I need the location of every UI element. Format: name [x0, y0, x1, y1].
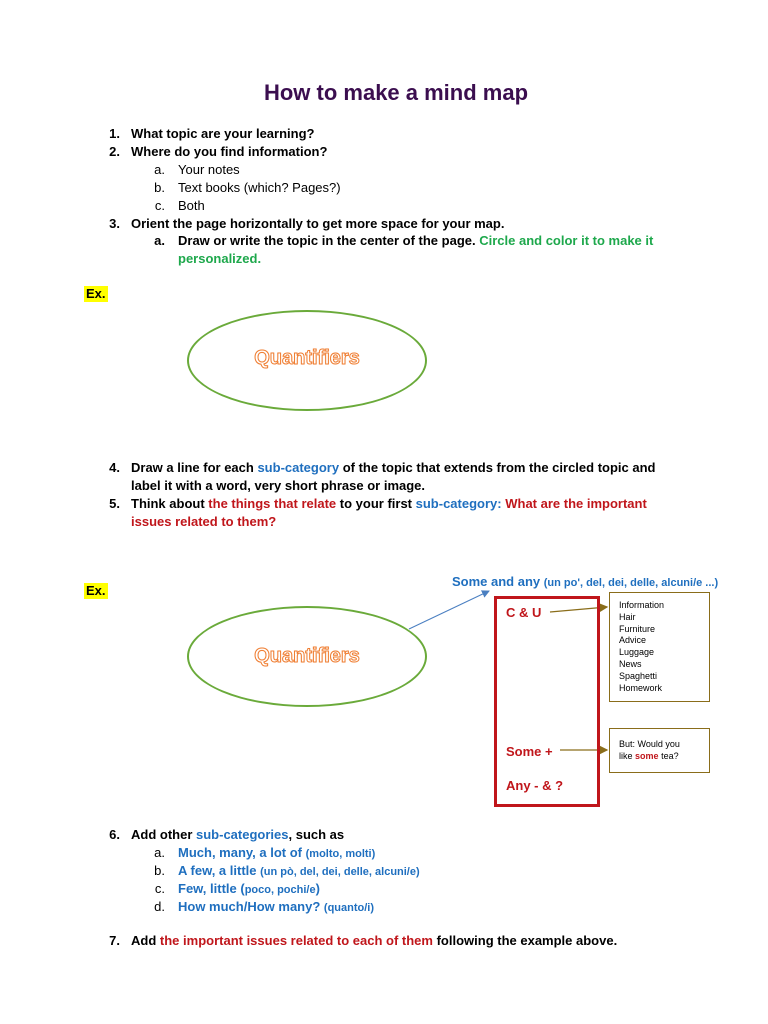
step-3-text: Orient the page horizontally to get more space for your map. — [131, 216, 505, 231]
page-title: How to make a mind map — [263, 80, 529, 105]
step-6-subcategories: sub-categories — [196, 827, 289, 842]
step-2a-letter: a. — [154, 162, 165, 177]
step-5-text: Think about — [131, 496, 205, 511]
step-2c-letter: c. — [154, 198, 165, 213]
step-6c-translation: poco, pochi/e — [244, 884, 316, 896]
step-4-number: 4. — [109, 460, 120, 475]
list-item: Furniture — [619, 623, 656, 634]
list-item: Luggage — [619, 647, 655, 658]
step-2a-text: Your notes — [178, 162, 240, 177]
step-2c-text: Both — [178, 198, 205, 213]
example-label: Ex. — [86, 286, 106, 301]
step-1-number: 1. — [109, 126, 120, 141]
subcategory-translation: (un po', del, dei, delle, alcuni/e ...) — [543, 577, 719, 589]
step-5-subcategory: sub-category: — [415, 496, 502, 511]
step-7-text: Add — [131, 933, 157, 948]
step-6-text-end: , such as — [288, 827, 345, 842]
list-item: Homework — [619, 682, 663, 693]
step-6-text: Add other — [131, 827, 193, 842]
step-6b-letter: b. — [154, 863, 165, 878]
step-7-red-text: the important issues related to each of them — [159, 933, 433, 948]
step-3a-text: Draw or write the topic in the center of the page. — [178, 233, 476, 248]
step-3a-green-continued: personalized. — [178, 251, 262, 266]
uncountables-list — [619, 600, 664, 694]
step-3-number: 3. — [109, 216, 120, 231]
note-text — [619, 739, 680, 763]
subcategory-arrow — [409, 591, 489, 629]
step-3a-letter: a. — [154, 233, 165, 248]
step-1-text: What topic are your learning? — [131, 126, 315, 141]
step-6c-letter: c. — [154, 881, 165, 896]
list-item: Advice — [619, 635, 647, 646]
step-5-question-continued: issues related to them? — [131, 514, 277, 529]
step-6d-translation: (quanto/i) — [323, 902, 375, 914]
example-label-2: Ex. — [86, 583, 106, 598]
step-2b-text: Text books (which? Pages?) — [178, 180, 341, 195]
step-6a-text: Much, many, a lot of — [178, 845, 302, 860]
step-5-text-continued: to your first — [339, 496, 413, 511]
step-6d-text: How much/How many? — [178, 899, 321, 914]
step-7-number: 7. — [109, 933, 120, 948]
note-line-2-end: tea? — [661, 750, 679, 761]
step-3a-green-text: Circle and color it to make it — [479, 233, 654, 248]
list-item: Spaghetti — [619, 670, 658, 681]
step-6a-letter: a. — [154, 845, 165, 860]
step-4-subcategory: sub-category — [257, 460, 340, 475]
any-label: Any - & ? — [506, 778, 564, 793]
note-line-2: like — [619, 750, 633, 761]
topic-label-2: Quantifiers — [254, 645, 360, 667]
cu-label: C & U — [506, 605, 542, 620]
some-label: Some + — [506, 744, 553, 759]
step-2-text: Where do you find information? — [131, 144, 328, 159]
note-line-1: But: Would you — [619, 739, 680, 749]
step-5-red-text: the things that relate — [208, 496, 337, 511]
step-6b-translation: (un pò, del, dei, delle, alcuni/e) — [260, 866, 420, 878]
step-6-number: 6. — [109, 827, 120, 842]
step-2b-letter: b. — [154, 180, 165, 195]
issues-box — [494, 596, 600, 807]
subcategory-name: Some and any — [452, 574, 541, 589]
step-6a-translation: (molto, molti) — [305, 848, 376, 860]
list-item: Hair — [619, 611, 636, 622]
step-6d-letter: d. — [154, 899, 165, 914]
step-2-number: 2. — [109, 144, 120, 159]
list-item: News — [619, 658, 642, 669]
step-6c-close: ) — [315, 881, 320, 896]
step-4-text-continued: of the topic that extends from the circled topic and — [342, 460, 656, 475]
step-7-text-end: following the example above. — [436, 933, 618, 948]
note-highlight: some — [635, 750, 659, 761]
list-item: Information — [619, 600, 665, 610]
step-4-text: Draw a line for each — [131, 460, 254, 475]
topic-label: Quantifiers — [254, 347, 360, 369]
step-6c-text: Few, little ( — [178, 881, 245, 896]
step-4-line-2: label it with a word, very short phrase or image. — [131, 478, 426, 493]
step-6b-text: A few, a little — [178, 863, 257, 878]
step-5-question: What are the important — [505, 496, 647, 511]
step-5-number: 5. — [109, 496, 120, 511]
